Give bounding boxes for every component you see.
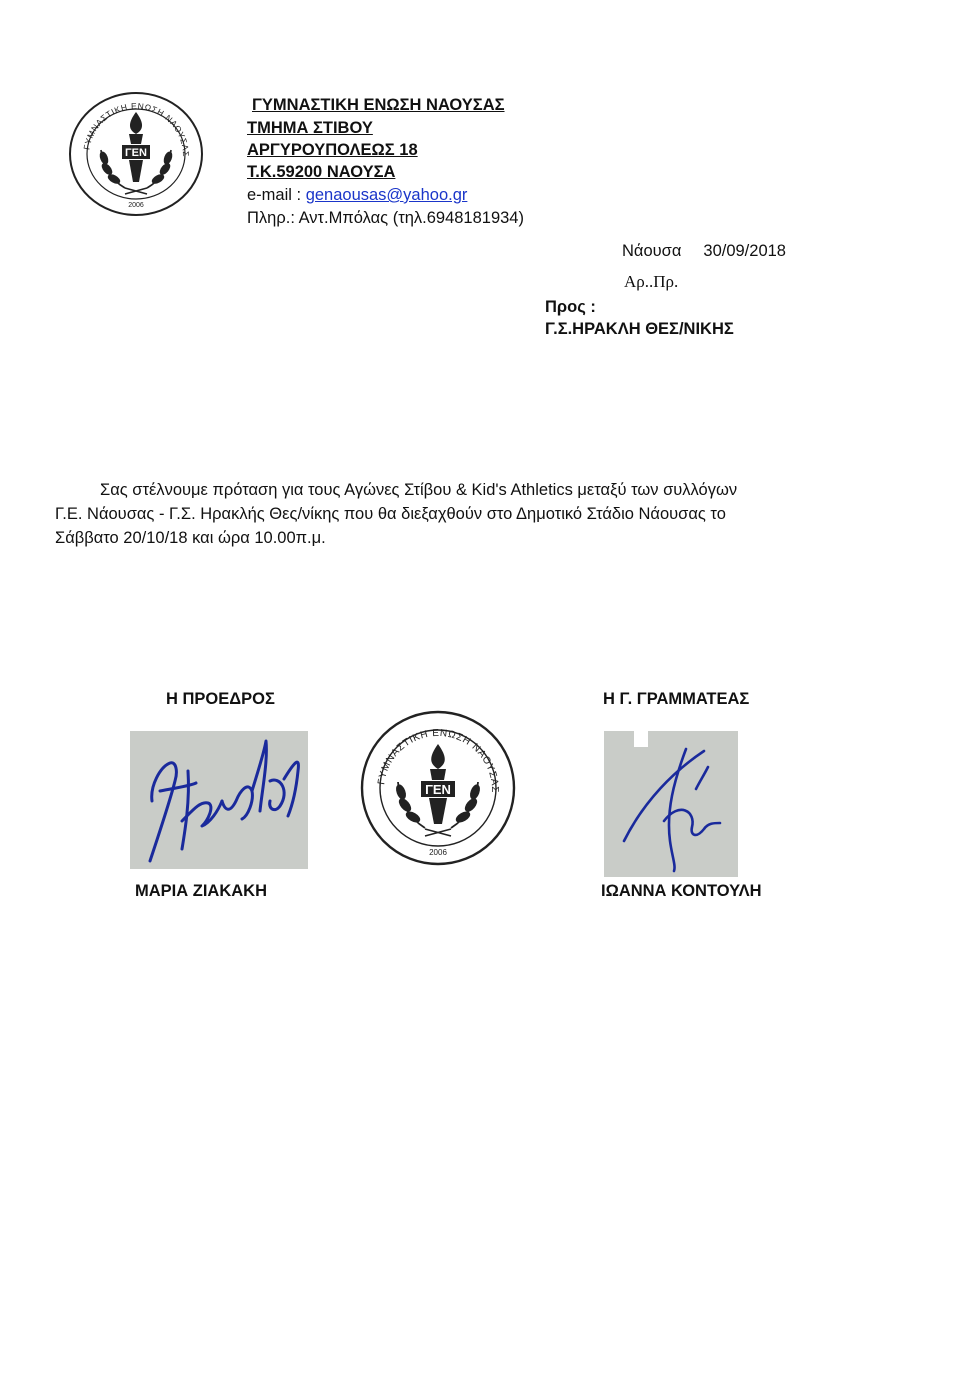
date-row bbox=[622, 240, 786, 262]
logo-year: 2006 bbox=[128, 202, 144, 209]
contact-info: Πληρ.: Αντ.Μπόλας (τηλ.6948181934) bbox=[247, 209, 524, 227]
president-title: Η ΠΡΟΕΔΡΟΣ bbox=[166, 690, 275, 708]
stamp-monogram: ΓΕΝ bbox=[425, 782, 451, 797]
logo-ring-text: ΓΥΜΝΑΣΤΙΚΗ ΕΝΩΣΗ ΝΑΟΥΣΑΣ bbox=[81, 100, 192, 158]
body-line-1: Σας στέλνουμε πρόταση για τους Αγώνες Στίβου & Kid's Athletics μεταξύ των συλλόγων bbox=[100, 481, 738, 499]
logo-monogram: ΓΕΝ bbox=[125, 147, 147, 159]
organization-logo-top bbox=[67, 90, 205, 218]
president-name: ΜΑΡΙΑ ΖΙΑΚΑΚΗ bbox=[135, 882, 267, 900]
protocol-number: Αρ..Πρ. bbox=[624, 272, 679, 291]
recipient: Γ.Σ.ΗΡΑΚΛΗ ΘΕΣ/ΝΙΚΗΣ bbox=[545, 320, 734, 338]
body-line-3: Σάββατο 20/10/18 και ώρα 10.00π.μ. bbox=[55, 529, 326, 547]
letter-body bbox=[55, 478, 845, 550]
stamp-ring-text: ΓΥΜΝΑΣΤΙΚΗ ΕΝΩΣΗ ΝΑΟΥΣΑΣ bbox=[376, 727, 501, 794]
stamp-year: 2006 bbox=[429, 848, 447, 857]
organization-logo-stamp bbox=[358, 708, 518, 868]
org-name: ΓΥΜΝΑΣΤΙΚΗ ΕΝΩΣΗ ΝΑΟΥΣΑΣ bbox=[252, 96, 505, 114]
president-signature bbox=[130, 731, 308, 869]
to-label: Προς : bbox=[545, 298, 596, 316]
email-label: e-mail : bbox=[247, 186, 306, 204]
date: 30/09/2018 bbox=[703, 242, 786, 260]
secretary-title: Η Γ. ΓΡΑΜΜΑΤΕΑΣ bbox=[603, 690, 750, 708]
email-row bbox=[247, 184, 467, 206]
department: ΤΜΗΜΑ ΣΤΙΒΟΥ bbox=[247, 119, 373, 137]
place: Νάουσα bbox=[622, 242, 682, 260]
secretary-name: ΙΩΑΝΝΑ ΚΟΝΤΟΥΛΗ bbox=[601, 882, 762, 900]
postal-address: Τ.Κ.59200 ΝΑΟΥΣΑ bbox=[247, 163, 396, 181]
street-address: ΑΡΓΥΡΟΥΠΟΛΕΩΣ 18 bbox=[247, 141, 418, 159]
body-line-2: Γ.Ε. Νάουσας - Γ.Σ. Ηρακλής Θες/νίκης που θα διεξαχθούν στο Δημοτικό Στάδιο Νάουσας το bbox=[55, 505, 726, 523]
secretary-signature bbox=[604, 731, 738, 877]
email-link[interactable]: genaousas@yahoo.gr bbox=[305, 186, 468, 204]
